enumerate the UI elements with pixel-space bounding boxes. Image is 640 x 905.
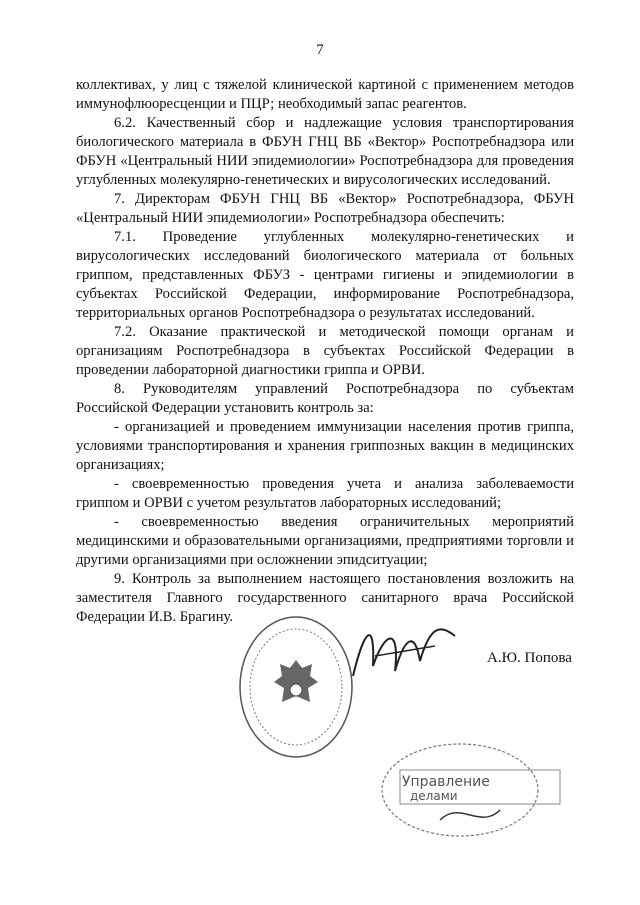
paragraph-8-item-2: - своевременностью проведения учета и анализа заболеваемости гриппом и ОРВИ с учетом результатов лабораторных исследований; (76, 476, 574, 511)
page-number: 7 (316, 42, 324, 58)
stamp-text-line-1: Управление (402, 774, 490, 790)
signer-name: А.Ю. Попова (487, 650, 572, 666)
paragraph-8-item-1: - организацией и проведением иммунизации населения против гриппа, условиями транспортирования и хранения гриппозных вакцин в медицинских организациях; (76, 419, 574, 473)
coat-of-arms-icon (274, 660, 318, 710)
paragraph-7-2: 7.2. Оказание практической и методической помощи органам и организациям Роспотребнадзора в субъектах Российской Федерации в проведении лабораторной диагностики гриппа и ОРВИ. (76, 324, 574, 378)
paragraph-9: 9. Контроль за выполнением настоящего постановления возложить на заместителя Главного государственного санитарного врача Российской Федерации И.В. Брагину. (76, 571, 574, 625)
paragraph-7: 7. Директорам ФБУН ГНЦ ВБ «Вектор» Роспотребнадзора, ФБУН «Центральный НИИ эпидемиологии» Роспотребнадзора обеспечить: (76, 191, 574, 226)
document-body (76, 76, 574, 627)
paragraph-8-item-3: - своевременностью введения ограничительных мероприятий медицинскими и образовательными организациями, предприятиями торговли и другими организациями при осложнении эпидситуации; (76, 514, 574, 568)
paragraph-7-1: 7.1. Проведение углубленных молекулярно-генетических и вирусологических исследований биологического материала от больных гриппом, представленных ФБУЗ - центрами гигиены и эпидемиологии в субъектах Российской Федерации, информирование Роспотребнадзора, территориальных органов Роспотребнадзора о результатах исследований. (76, 229, 574, 321)
stamp-text-line-2: делами (410, 789, 458, 803)
official-seal (236, 612, 356, 762)
signature-area (0, 600, 640, 905)
paragraph-8: 8. Руководителям управлений Роспотребнадзора по субъектам Российской Федерации установить контроль за: (76, 381, 574, 416)
handwritten-signature (345, 616, 460, 686)
paragraph-continuation: коллективах, у лиц с тяжелой клинической картиной с применением методов иммунофлюоресценции и ПЦР; необходимый запас реагентов. (76, 77, 574, 112)
paragraph-6-2: 6.2. Качественный сбор и надлежащие условия транспортирования биологического материала в ФБУН ГНЦ ВБ «Вектор» Роспотребнадзора или ФБУН «Центральный НИИ эпидемиологии» Роспотребнадзора для проведения углубленных молекулярно-генетических и вирусологических исследований. (76, 115, 574, 188)
certification-stamp (380, 720, 570, 840)
